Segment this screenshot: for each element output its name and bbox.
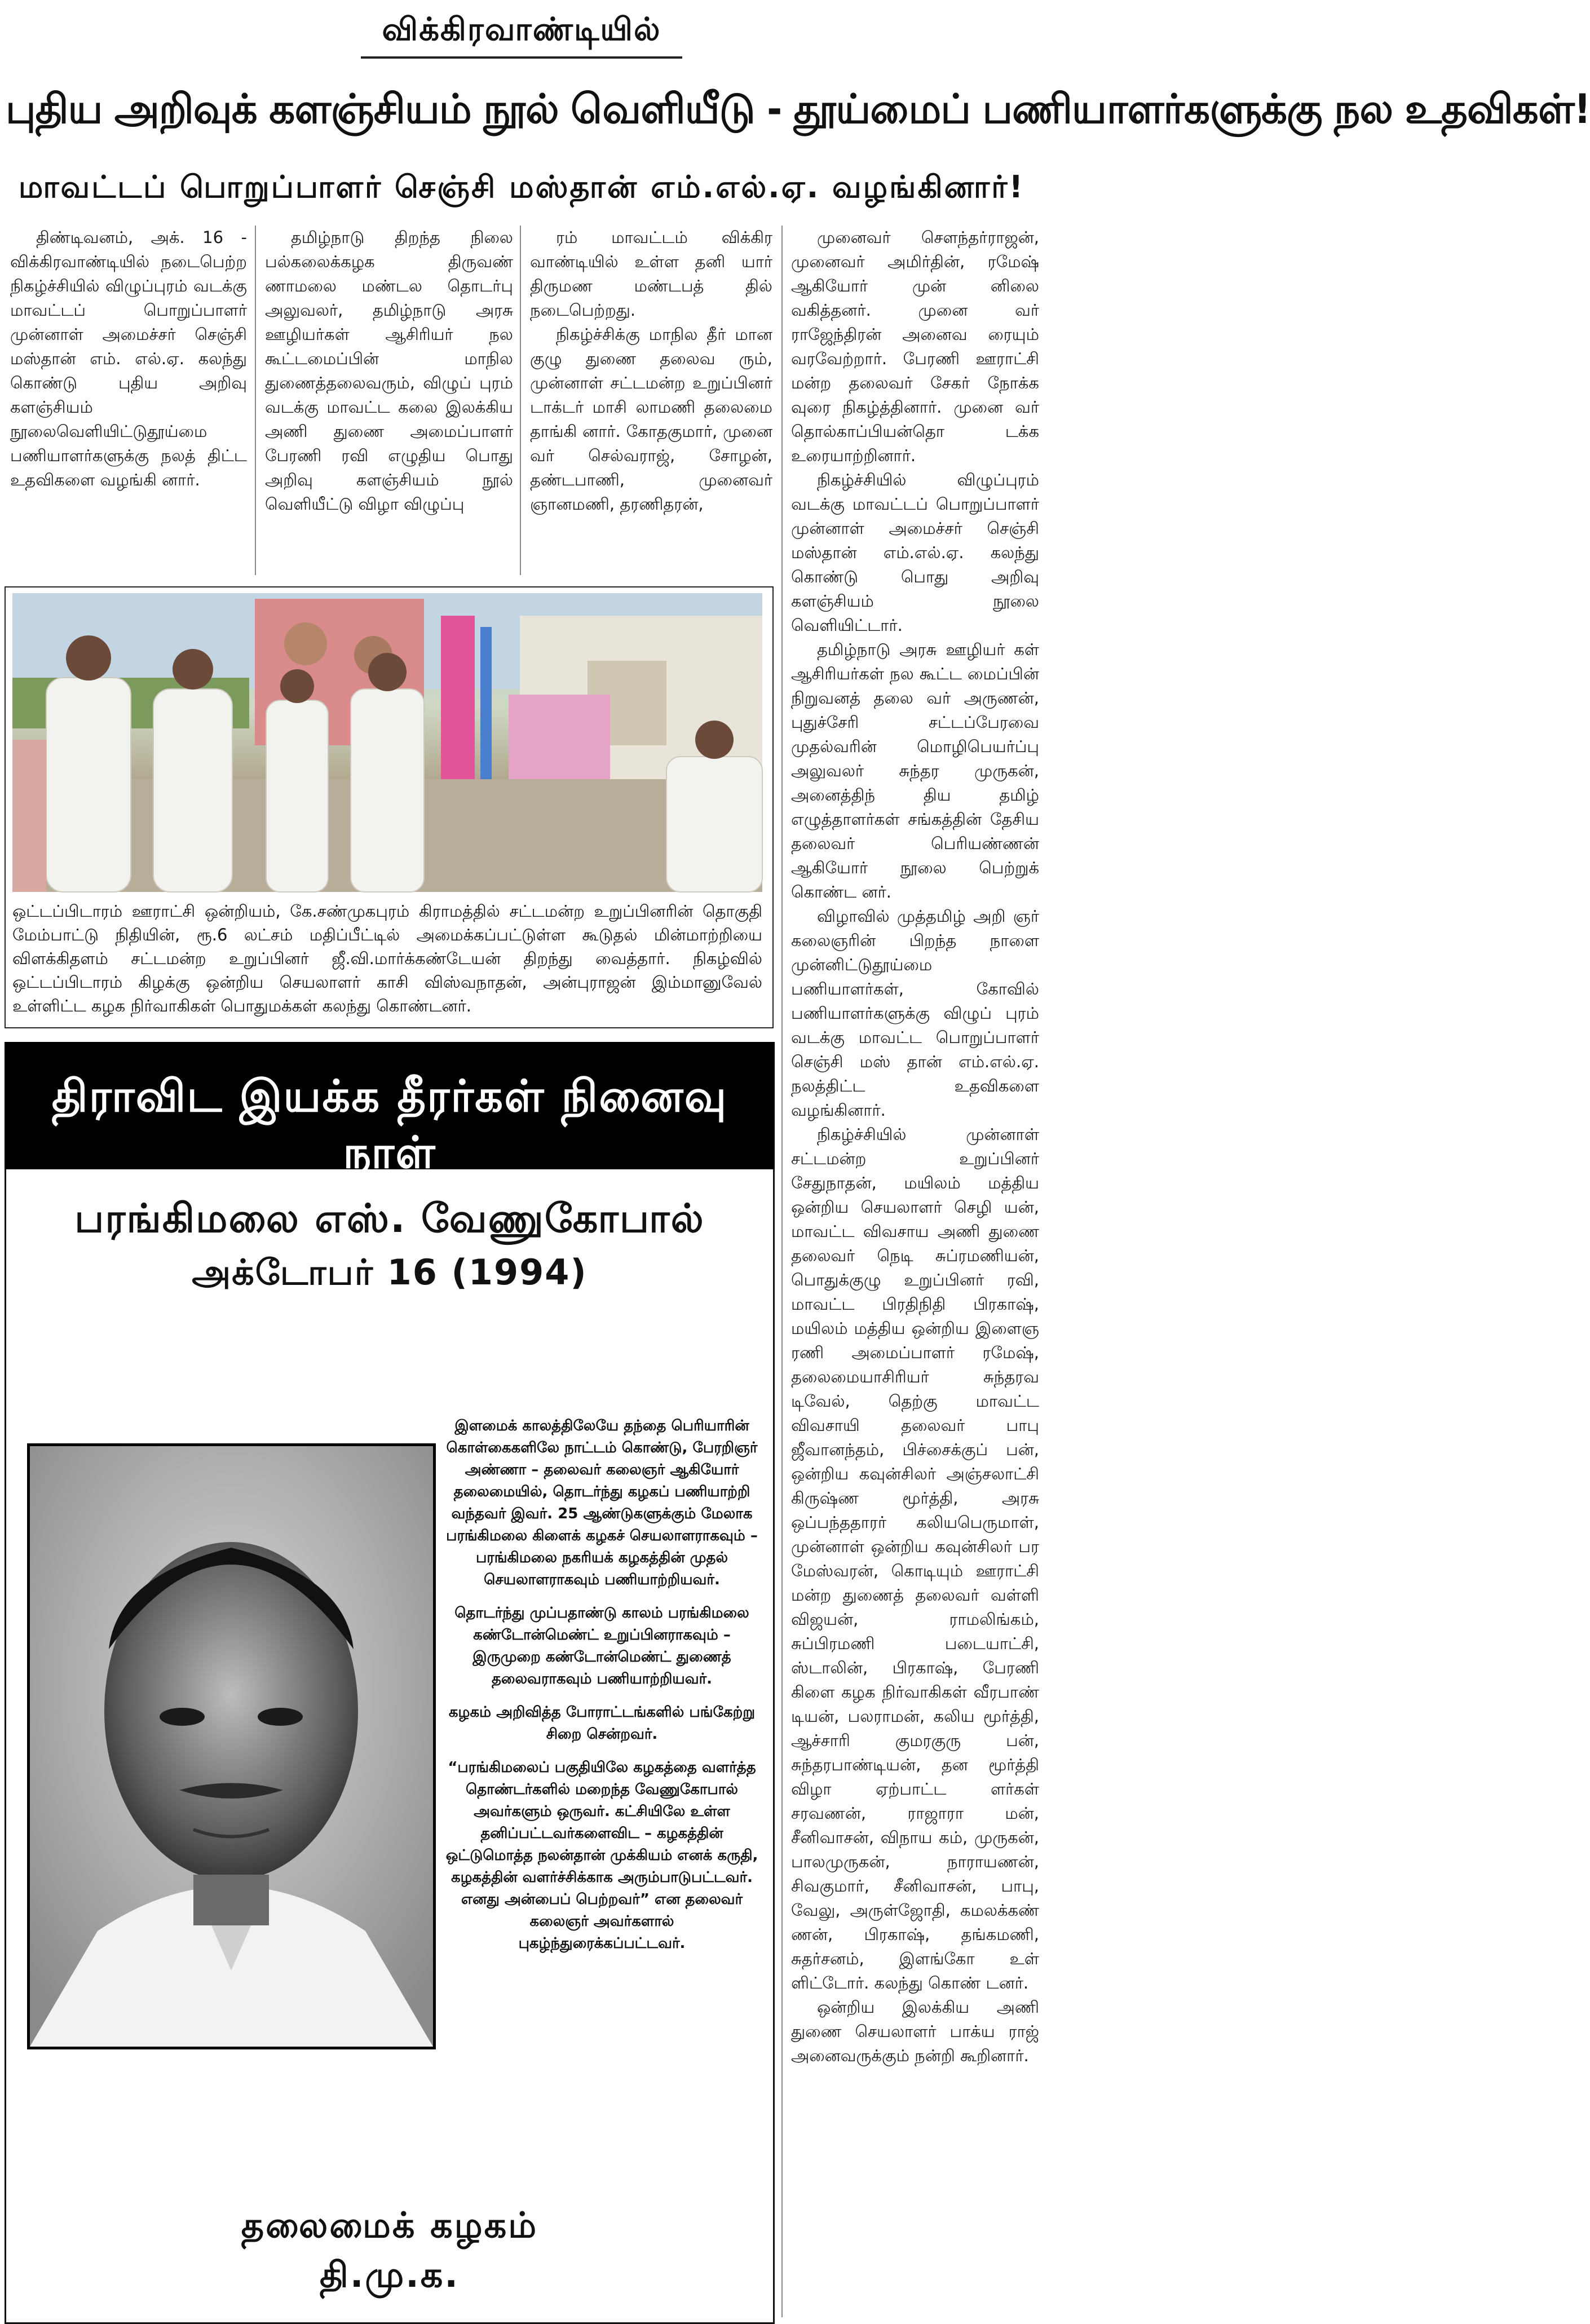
article-column-3 bbox=[530, 226, 772, 516]
column-2-text: தமிழ்நாடு திறந்த நிலை பல்கலைக்கழக திருவண் ணாமலை மண்டல தொடர்பு அலுவலர், தமிழ்நாடு அரசு ஊழியர்கள் ஆசிரியர் நல கூட்டமைப்பின் மாநில துணைத்தலைவரும், விழுப் புரம் வடக்கு மாவட்ட கலை இலக்கிய அணி துணை அமைப்பாளர் பேரணி ரவி எழுதிய பொது அறிவு களஞ்சியம் நூல் வெளியீட்டு விழா விழுப்பு bbox=[265, 228, 513, 514]
article-headline: புதிய அறிவுக் களஞ்சியம் நூல் வெளியீடு - தூய்மைப் பணியாளர்களுக்கு நல உதவிகள்! bbox=[6, 85, 1590, 132]
column-3-text-b: நிகழ்ச்சிக்கு மாநில தீர் மான குழு துணை தலைவ ரும், முன்னாள் சட்டமன்ற உறுப்பினர் டாக்டர் மாசி லாமணி தலைமை தாங்கி னார். கோதகுமார், முனை வர் செல்வராஜ், சோழன், தண்டபாணி, முனைவர் ஞானமணி, தரணிதரன், bbox=[530, 325, 772, 514]
right-column-paragraph: முனைவர் சௌந்தர்ராஜன், முனைவர் அமிர்தின், ரமேஷ் ஆகியோர் முன் னிலை வகித்தனர். முனை வர் ராஜேந்திரன் அனைவ ரையும் வரவேற்றார். பேரணி ஊராட்சி மன்ற தலைவர் சேகர் நோக்க வுரை நிகழ்த்தினார். முனை வர் தொல்காப்பியன்தொ டக்க உரையாற்றினார். bbox=[791, 228, 1039, 465]
column-3-text-a: ரம் மாவட்டம் விக்கிர வாண்டியில் உள்ள தனி யார் திருமண மண்டபத் தில் நடைபெற்றது. bbox=[530, 228, 772, 320]
tribute-ad-banner-text: திராவிட இயக்க தீரர்கள் நினைவு நாள் bbox=[51, 1071, 728, 1178]
right-column-paragraph: நிகழ்ச்சியில் முன்னாள் சட்டமன்ற உறுப்பினர் சேதுநாதன், மயிலம் மத்திய ஒன்றிய செயலாளர் செழி யன், மாவட்ட விவசாய அணி துணை தலைவர் நெடி சுப்ரமணியன், பொதுக்குழு உறுப்பினர் ரவி, மாவட்ட பிரதிநிதி பிரகாஷ், மயிலம் மத்திய ஒன்றிய இளைஞ ரணி அமைப்பாளர் ரமேஷ், தலைமையாசிரியர் சுந்தரவ டிவேல், தெற்கு மாவட்ட விவசாயி தலைவர் பாபு ஜீவானந்தம், பிச்சைக்குப் பன், ஒன்றிய கவுன்சிலர் அஞ்சலாட்சி கிருஷ்ண மூர்த்தி, அரசு ஒப்பந்ததாரர் கலியபெருமாள், முன்னாள் ஒன்றிய கவுன்சிலர் பர மேஸ்வரன், கொடியும் ஊராட்சி மன்ற துணைத் தலைவர் வள்ளி விஜயன், ராமலிங்கம், சுப்பிரமணி படையாட்சி, ஸ்டாலின், பிரகாஷ், பேரணி கிளை கழக நிர்வாகிகள் வீரபாண் டியன், பலராமன், கலிய மூர்த்தி, ஆச்சாரி குமரகுரு பன், சுந்தரபாண்டியன், தன மூர்த்தி விழா ஏற்பாட்ட ளர்கள் சரவணன், ராஜாரா மன், சீனிவாசன், விநாய கம், முருகன், பாலமுருகன், நாராயணன், சிவகுமார், சீனிவாசன், பாபு, வேலு, அருள்ஜோதி, கமலக்கண் ணன், பிரகாஷ், தங்கமணி, சுதர்சனம், இளங்கோ உள் ளிட்டோர். கலந்து கொண் டனர். bbox=[791, 1125, 1039, 1992]
kicker-underline bbox=[361, 56, 682, 59]
right-column-paragraph: நிகழ்ச்சியில் விழுப்புரம் வடக்கு மாவட்டப் பொறுப்பாளர் முன்னாள் அமைச்சர் செஞ்சி மஸ்தான் எம்.எல்.ஏ. கலந்து கொண்டு பொது அறிவு களஞ்சியம் நூலை வெளியிட்டார். bbox=[791, 470, 1039, 635]
news-photo-illustration bbox=[12, 593, 762, 892]
bio-paragraph: கழகம் அறிவித்த போராட்டங்களில் பங்கேற்று சிறை சென்றவர். bbox=[448, 1704, 756, 1743]
news-photo bbox=[12, 593, 762, 892]
tribute-footer-party: தி.மு.க. bbox=[320, 2254, 460, 2295]
article-column-1 bbox=[10, 226, 247, 492]
photo-caption: ஒட்டப்பிடாரம் ஊராட்சி ஒன்றியம், கே.சண்முகபுரம் கிராமத்தில் சட்டமன்ற உறுப்பினரின் தொகுதி மேம்பாட்டு நிதியின், ரூ.6 லட்சம் மதிப்பீட்டில் அமைக்கப்பட்டுள்ள கூடுதல் மின்மாற்றியை விளக்கிதளம் சட்டமன்ற உறுப்பினர் ஜீ.வி.மார்க்கண்டேயன் திறந்து வைத்தார். நிகழ்வில் ஒட்டப்பிடாரம் கிழக்கு ஒன்றிய செயலாளர் காசி விஸ்வநாதன், அன்புராஜன் இம்மானுவேல் உள்ளிட்ட கழக நிர்வாகிகள் பொதுமக்கள் கலந்து கொண்டனர். bbox=[12, 902, 762, 1015]
portrait-photo bbox=[30, 1446, 433, 2047]
article-column-right bbox=[791, 226, 1039, 2068]
bio-paragraph: தொடர்ந்து முப்பதாண்டு காலம் பரங்கிமலை கண்டோன்மெண்ட் உறுப்பினராகவும் – இருமுறை கண்டோன்மெண்ட் துணைத் தலைவராகவும் பணியாற்றியவர். bbox=[454, 1605, 749, 1687]
tribute-date: அக்டோபர் 16 (1994) bbox=[192, 1252, 588, 1293]
column-divider bbox=[520, 226, 521, 575]
column-1-text: திண்டிவனம், அக். 16 - விக்கிரவாண்டியில் நடைபெற்ற நிகழ்ச்சியில் விழுப்புரம் வடக்கு மாவட்டப் பொறுப்பாளர் முன்னாள் அமைச்சர் செஞ்சி மஸ்தான் எம். எல்.ஏ. கலந்து கொண்டு புதிய அறிவு களஞ்சியம் நூலைவெளியிட்டுதூய்மை பணியாளர்களுக்கு நலத் திட்ட உதவிகளை வழங்கி னார். bbox=[10, 228, 247, 489]
right-column-paragraph: ஒன்றிய இலக்கிய அணி துணை செயலாளர் பாக்ய ராஜ் அனைவருக்கும் நன்றி கூறினார். bbox=[791, 1998, 1039, 2065]
tribute-person-name: பரங்கிமலை எஸ். வேணுகோபால் bbox=[74, 1195, 705, 1241]
bio-paragraph: இளமைக் காலத்திலேயே தந்தை பெரியாரின் கொள்கைகளிலே நாட்டம் கொண்டு, பேரறிஞர் அண்ணா – தலைவர் கலைஞர் ஆகியோர் தலைமையில், தொடர்ந்து கழகப் பணியாற்றி வந்தவர் இவர். 25 ஆண்டுகளுக்கும் மேலாக பரங்கிமலை கிளைக் கழகச் செயலாளராகவும் – பரங்கிமலை நகரியக் கழகத்தின் முதல் செயலாளராகவும் பணியாற்றியவர். bbox=[446, 1417, 758, 1588]
article-kicker: விக்கிரவாண்டியில் bbox=[382, 11, 661, 48]
right-column-paragraph: விழாவில் முத்தமிழ் அறி ஞர் கலைஞரின் பிறந்த நாளை முன்னிட்டுதூய்மை பணியாளர்கள், கோவில் பணியாளர்களுக்கு விழுப் புரம் வடக்கு மாவட்ட பொறுப்பாளர் செஞ்சி மஸ் தான் எம்.எல்.ஏ. நலத்திட்ட உதவிகளை வழங்கினார். bbox=[791, 907, 1039, 1120]
tribute-portrait bbox=[27, 1443, 436, 2049]
column-divider bbox=[255, 226, 256, 575]
bio-paragraph: “பரங்கிமலைப் பகுதியிலே கழகத்தை வளர்த்த தொண்டர்களில் மறைந்த வேணுகோபால் அவர்களும் ஒருவர். கட்சியிலே உள்ள தனிப்பட்டவர்களைவிட – கழகத்தின் ஒட்டுமொத்த நலன்தான் முக்கியம் எனக் கருதி, கழகத்தின் வளர்ச்சிக்காக அரும்பாடுபட்டவர். எனது அன்பைப் பெற்றவர்” என தலைவர் கலைஞர் அவர்களால் புகழ்ந்துரைக்கப்பட்டவர். bbox=[445, 1759, 758, 1952]
right-column-paragraph: தமிழ்நாடு அரசு ஊழியர் கள் ஆசிரியர்கள் நல கூட்ட மைப்பின் நிறுவனத் தலை வர் அருணன், புதுச்சேரி சட்டப்பேரவை முதல்வரின் மொழிபெயர்ப்பு அலுவலர் சுந்தர முருகன், அனைத்திந் திய தமிழ் எழுத்தாளர்கள் சங்கத்தின் தேசிய தலைவர் பெரியண்ணன் ஆகியோர் நூலை பெற்றுக் கொண்ட னர். bbox=[791, 640, 1039, 902]
tribute-footer-org: தலைமைக் கழகம் bbox=[241, 2204, 538, 2246]
article-subhead: மாவட்டப் பொறுப்பாளர் செஞ்சி மஸ்தான் எம்.எல்.ஏ. வழங்கினார்! bbox=[18, 169, 1025, 205]
column-divider bbox=[781, 226, 783, 2317]
tribute-biography bbox=[445, 1415, 758, 1966]
article-column-2 bbox=[265, 226, 513, 516]
